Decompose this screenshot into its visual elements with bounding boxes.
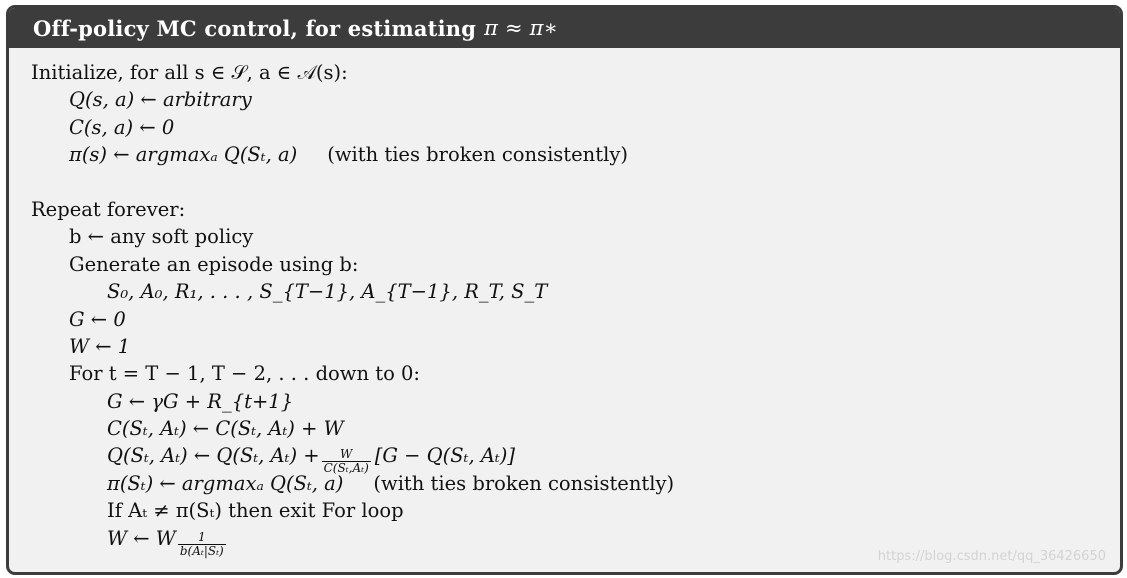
line-exit-if: If Aₜ ≠ π(Sₜ) then exit For loop bbox=[107, 499, 404, 523]
w-update-fraction bbox=[178, 531, 226, 558]
line-init-q: Q(s, a) ← arbitrary bbox=[69, 88, 252, 112]
algorithm-title: Off-policy MC control, for estimating bbox=[33, 15, 477, 41]
line-w-init: W ← 1 bbox=[69, 334, 131, 358]
line-initialize: Initialize, for all s ∈ 𝒮, a ∈ 𝒜(s): bbox=[31, 61, 348, 84]
q-frac-denominator: C(Sₜ,Aₜ) bbox=[323, 461, 369, 476]
line-generate-episode: Generate an episode using b: bbox=[69, 252, 359, 276]
line-init-pi bbox=[31, 141, 1120, 168]
line-g-update: G ← γG + R_{t+1} bbox=[107, 389, 294, 413]
line-pi-update bbox=[31, 470, 1120, 497]
pi-update-expr: π(Sₜ) ← argmaxₐ Q(Sₜ, a) bbox=[107, 471, 344, 495]
line-q-update bbox=[31, 442, 1120, 476]
w-frac-numerator: 1 bbox=[178, 531, 226, 545]
line-repeat: Repeat forever: bbox=[31, 197, 186, 221]
line-g-init: G ← 0 bbox=[69, 307, 126, 331]
init-pi-expr: π(s) ← argmaxₐ Q(Sₜ, a) bbox=[69, 143, 298, 167]
line-episode-sequence: S₀, A₀, R₁, . . . , S_{T−1}, A_{T−1}, R_T, S_T bbox=[107, 280, 548, 304]
blank-line bbox=[31, 169, 1120, 196]
q-frac-numerator: W bbox=[322, 448, 371, 462]
w-update-lhs: W ← W bbox=[107, 526, 176, 550]
line-c-update: C(Sₜ, Aₜ) ← C(Sₜ, Aₜ) + W bbox=[107, 417, 344, 441]
watermark: https://blog.csdn.net/qq_36426650 bbox=[877, 549, 1106, 564]
w-frac-denominator: b(Aₜ|Sₜ) bbox=[179, 543, 224, 558]
algorithm-box bbox=[6, 5, 1123, 575]
pi-update-note: (with ties broken consistently) bbox=[373, 471, 675, 495]
line-init-c: C(s, a) ← 0 bbox=[69, 115, 175, 139]
q-update-lhs: Q(Sₜ, Aₜ) ← Q(Sₜ, Aₜ) + bbox=[107, 444, 320, 468]
line-b-assign: b ← any soft policy bbox=[69, 225, 254, 249]
line-for-loop: For t = T − 1, T − 2, . . . down to 0: bbox=[69, 362, 420, 386]
q-update-rhs: [G − Q(Sₜ, Aₜ)] bbox=[374, 444, 515, 468]
algorithm-title-math: π ≈ π∗ bbox=[484, 16, 559, 40]
algorithm-header bbox=[9, 8, 1120, 48]
init-pi-note: (with ties broken consistently) bbox=[327, 143, 628, 167]
